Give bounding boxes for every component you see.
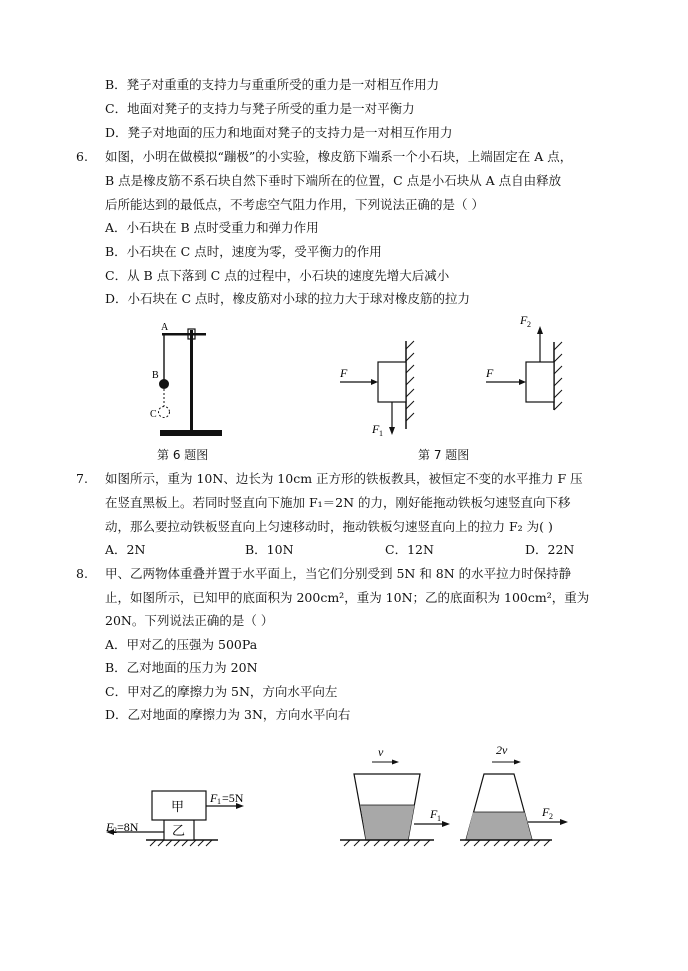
q6-option-b: B．小石块在 C 点时，速度为零，受平衡力的作用 bbox=[105, 244, 382, 259]
q6-option-c: C．从 B 点下落到 C 点的过程中，小石块的速度先增大后减小 bbox=[105, 268, 450, 283]
label-f2-sub: 2 bbox=[113, 826, 117, 835]
ground-hatch-2 bbox=[464, 840, 550, 846]
label-f2-container: F bbox=[542, 805, 550, 819]
ground-hatch bbox=[150, 840, 212, 846]
q8-option-c: C．甲对乙的摩擦力为 5N，方向水平向左 bbox=[105, 684, 338, 699]
q8-number: 8. bbox=[76, 566, 88, 581]
q7-caption: 第 7 题图 bbox=[418, 448, 470, 462]
q7-line-1: 如图所示，重为 10N、边长为 10cm 正方形的铁板教具，被恒定不变的水平推力 F 压 bbox=[105, 471, 583, 486]
q6-line-2: B 点是橡皮筋不系石块自然下垂时下端所在的位置，C 点是小石块从 A 点自由释放 bbox=[105, 173, 562, 188]
label-f2: F bbox=[520, 313, 528, 327]
wall-hatch-2 bbox=[554, 342, 562, 410]
label-f2-value: =8N bbox=[117, 820, 139, 834]
label-f1: F bbox=[372, 422, 380, 436]
label-f1-sub: 1 bbox=[217, 797, 221, 806]
label-f: F bbox=[340, 366, 348, 380]
q8-figure bbox=[100, 780, 280, 850]
label-a: A bbox=[161, 322, 169, 333]
label-f2-sub: 2 bbox=[527, 320, 531, 329]
q6-option-a: A．小石块在 B 点时受重力和弹力作用 bbox=[105, 220, 319, 235]
q6-line-1: 如图，小明在做模拟“蹦极”的小实验，橡皮筋下端系一个小石块，上端固定在 A 点， bbox=[105, 149, 573, 164]
q8-option-b: B．乙对地面的压力为 20N bbox=[105, 660, 258, 675]
q8-line-3: 20N。下列说法正确的是（ ） bbox=[105, 613, 274, 628]
stand-arm bbox=[162, 333, 206, 336]
q7-number: 7. bbox=[76, 471, 88, 486]
force-f-arrow-2 bbox=[519, 379, 526, 385]
q8-option-a: A．甲对乙的压强为 500Pa bbox=[105, 637, 258, 652]
velocity-arrow-1 bbox=[392, 760, 399, 765]
q7-option-a: A．2N bbox=[105, 542, 146, 557]
container-figure bbox=[336, 740, 586, 852]
label-2v: 2v bbox=[496, 743, 508, 757]
label-f2: F bbox=[106, 820, 114, 834]
force-f1-arrow bbox=[389, 427, 395, 435]
q8-option-d: D．乙对地面的摩擦力为 3N，方向水平向右 bbox=[105, 707, 351, 722]
force-f-arrow bbox=[371, 379, 378, 385]
q6-caption: 第 6 题图 bbox=[157, 448, 209, 462]
velocity-arrow-2 bbox=[514, 760, 521, 765]
label-b: B bbox=[152, 370, 159, 381]
q8-line-2: 止，如图所示，已知甲的底面积为 200cm²，重为 10N；乙的底面积为 100cm²，重为 bbox=[105, 590, 590, 605]
q8-line-1: 甲、乙两物体重叠并置于水平面上，当它们分别受到 5N 和 8N 的水平拉力时保持静 bbox=[105, 566, 572, 581]
label-jia: 甲 bbox=[171, 799, 185, 814]
label-f1-sub-container: 1 bbox=[437, 814, 441, 823]
label-f1-container: F bbox=[430, 807, 438, 821]
q6-line-3: 后所能达到的最低点，不考虑空气阻力作用，下列说法正确的是（ ） bbox=[105, 197, 484, 212]
label-f1-value: =5N bbox=[222, 791, 244, 805]
option-b-prev: B．凳子对重重的支持力与重重所受的重力是一对相互作用力 bbox=[105, 77, 440, 92]
label-f1: F bbox=[210, 791, 218, 805]
q7-figure-1 bbox=[336, 335, 426, 440]
force-f2-arrow bbox=[537, 326, 543, 334]
q6-number: 6. bbox=[76, 149, 88, 164]
option-c-prev: C．地面对凳子的支持力与凳子所受的重力是一对平衡力 bbox=[105, 101, 415, 116]
stone-at-c bbox=[159, 407, 170, 418]
q7-figure-2 bbox=[480, 312, 570, 412]
wall-hatch bbox=[406, 341, 414, 421]
liquid-1 bbox=[361, 805, 415, 840]
q7-option-d: D．22N bbox=[525, 542, 575, 557]
q6-option-d: D．小石块在 C 点时，橡皮筋对小球的拉力大于球对橡皮筋的拉力 bbox=[105, 291, 471, 306]
option-d-prev: D．凳子对地面的压力和地面对凳子的支持力是一对相互作用力 bbox=[105, 125, 453, 140]
label-yi: 乙 bbox=[172, 823, 186, 838]
force-f2-arrow-container bbox=[560, 819, 568, 825]
q7-option-c: C．12N bbox=[385, 542, 434, 557]
label-v: v bbox=[378, 745, 384, 759]
stone-at-b bbox=[159, 379, 169, 389]
liquid-2 bbox=[466, 812, 532, 840]
q7-line-3: 动，那么要拉动铁板竖直向上匀速移动时，拖动铁板匀速竖直向上的拉力 F₂ 为( ) bbox=[105, 519, 553, 534]
q7-line-2: 在竖直黑板上。若同时竖直向下施加 F₁＝2N 的力，刚好能拖动铁板匀速竖直向下移 bbox=[105, 495, 571, 510]
force-f1-arrow-container bbox=[442, 821, 450, 827]
label-f2-sub-container: 2 bbox=[549, 812, 553, 821]
stand-base bbox=[160, 430, 222, 436]
q6-figure bbox=[148, 320, 228, 442]
iron-plate bbox=[378, 362, 406, 402]
label-f1-sub: 1 bbox=[379, 429, 383, 438]
ground-hatch-1 bbox=[344, 840, 430, 846]
q7-option-b: B．10N bbox=[245, 542, 294, 557]
iron-plate-2 bbox=[526, 362, 554, 402]
label-f-2: F bbox=[486, 366, 494, 380]
label-c: C bbox=[150, 409, 157, 420]
stand-pole bbox=[190, 330, 193, 430]
